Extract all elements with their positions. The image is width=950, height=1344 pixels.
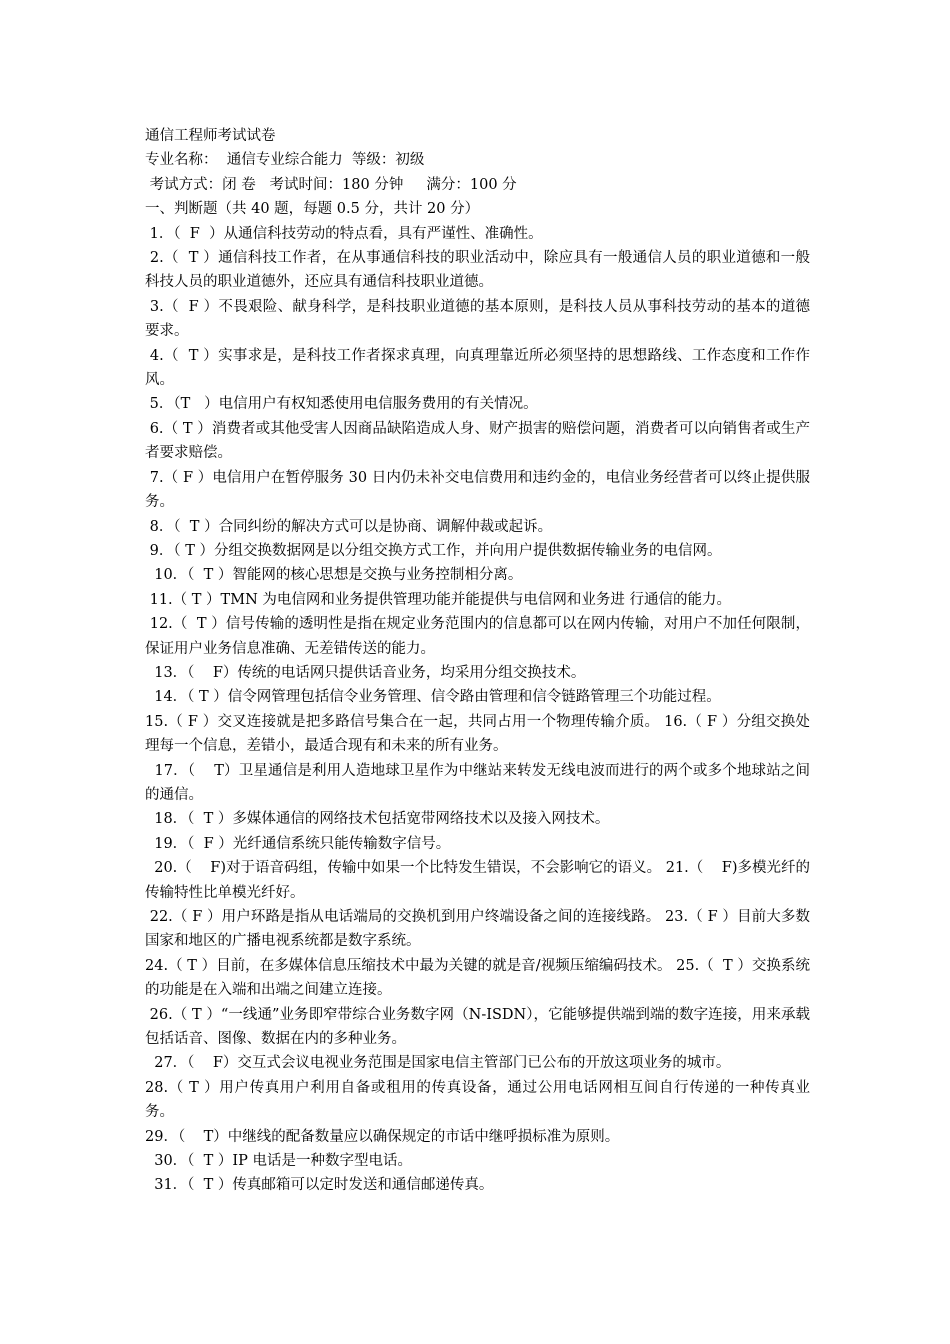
exam-paper (145, 124, 810, 1198)
question-item: 15.（ F ）交叉连接就是把多路信号集合在一起，共同占用一个物理传输介质。 16.（ F ）分组交换处理每一个信息，差错小，最适合现有和未来的所有业务。 (145, 713, 810, 755)
question-item: 10．（ T ）智能网的核心思想是交换与业务控制相分离。 (145, 567, 523, 584)
question-item: 4.（ T ）实事求是，是科技工作者探求真理，向真理靠近所必须坚持的思想路线、工作态度和工作作风。 (145, 347, 810, 389)
question-item: 19．（ F ）光纤通信系统只能传输数字信号。 (145, 835, 451, 852)
question-item: 29．（ T）中继线的配备数量应以确保规定的市话中继呼损标准为原则。 (145, 1128, 620, 1145)
question-item: 1．（ F ）从通信科技劳动的特点看，具有严谨性、准确性。 (145, 225, 543, 242)
question-item: 24.（ T ）目前，在多媒体信息压缩技术中最为关键的就是音/视频压缩编码技术。 25.（ T ）交换系统的功能是在入端和出端之间建立连接。 (145, 957, 810, 999)
profession-line: 专业名称： 通信专业综合能力 等级：初级 (145, 152, 425, 169)
question-item: 6.（ T ）消费者或其他受害人因商品缺陷造成人身、财产损害的赔偿问题，消费者可以向销售者或生产者要求赔偿。 (145, 420, 810, 462)
question-item: 7.（ F ）电信用户在暂停服务 30 日内仍未补交电信费用和违约金的，电信业务经营者可以终止提供服务。 (145, 469, 811, 511)
question-item: 26.（ T ）“一线通”业务即窄带综合业务数字网（N-ISDN），它能够提供端到端的数字连接，用来承载包括话音、图像、数据在内的多种业务。 (145, 1006, 810, 1048)
question-item: 13．（ F）传统的电话网只提供话音业务，均采用分组交换技术。 (145, 664, 586, 681)
doc-title: 通信工程师考试试卷 (145, 128, 276, 144)
exam-info-line: 考试方式：闭 卷 考试时间：180 分钟 满分：100 分 (145, 176, 517, 193)
question-item: 5．（T ）电信用户有权知悉使用电信服务费用的有关情况。 (145, 396, 538, 413)
question-item: 2.（ T ）通信科技工作者，在从事通信科技的职业活动中，除应具有一般通信人员的职业道德和一般科技人员的职业道德外，还应具有通信科技职业道德。 (145, 250, 810, 291)
question-item: 8．（ T ）合同纠纷的解决方式可以是协商、调解仲裁或起诉。 (145, 518, 553, 535)
question-item: 30．（ T ）IP 电话是一种数字型电话。 (145, 1153, 413, 1170)
question-item: 28.（ T ）用户传真用户利用自备或租用的传真设备，通过公用电话网相互间自行传递的一种传真业务。 (145, 1079, 810, 1121)
question-item: 17．（ T）卫星通信是利用人造地球卫星作为中继站来转发无线电波而进行的两个或多个地球站之间的通信。 (145, 762, 810, 803)
question-item: 31．（ T ）传真邮箱可以定时发送和通信邮递传真。 (145, 1177, 494, 1194)
question-item: 20.（ F)对于语音码组，传输中如果一个比特发生错误，不会影响它的语义。 21.（ F)多模光纤的传输特性比单模光纤好。 (145, 860, 810, 901)
question-item: 18．（ T ）多媒体通信的网络技术包括宽带网络技术以及接入网技术。 (145, 811, 610, 828)
question-item: 14．（ T ）信令网管理包括信令业务管理、信令路由管理和信令链路管理三个功能过程。 (145, 689, 721, 706)
question-item: 3.（ F ）不畏艰险、献身科学，是科技职业道德的基本原则，是科技人员从事科技劳动的基本的道德要求。 (145, 298, 810, 340)
question-item: 9．（ T ）分组交换数据网是以分组交换方式工作，并向用户提供数据传输业务的电信网。 (145, 542, 722, 559)
question-item: 27．（ F）交互式会议电视业务范围是国家电信主管部门已公布的开放这项业务的城市。 (145, 1055, 731, 1072)
question-item: 12.（ T ）信号传输的透明性是指在规定业务范围内的信息都可以在网内传输，对用户不加任何限制，保证用户业务信息准确、无差错传送的能力。 (145, 616, 810, 657)
section-heading: 一、判断题（共 40 题，每题 0.5 分，共计 20 分） (145, 201, 480, 218)
question-item: 22.（ F ）用户环路是指从电话端局的交换机到用户终端设备之间的连接线路。 23.（ F ）目前大多数国家和地区的广播电视系统都是数字系统。 (145, 909, 810, 950)
question-item: 11.（ T ）TMN 为电信网和业务提供管理功能并能提供与电信网和业务进 行通信的能力。 (145, 591, 731, 608)
